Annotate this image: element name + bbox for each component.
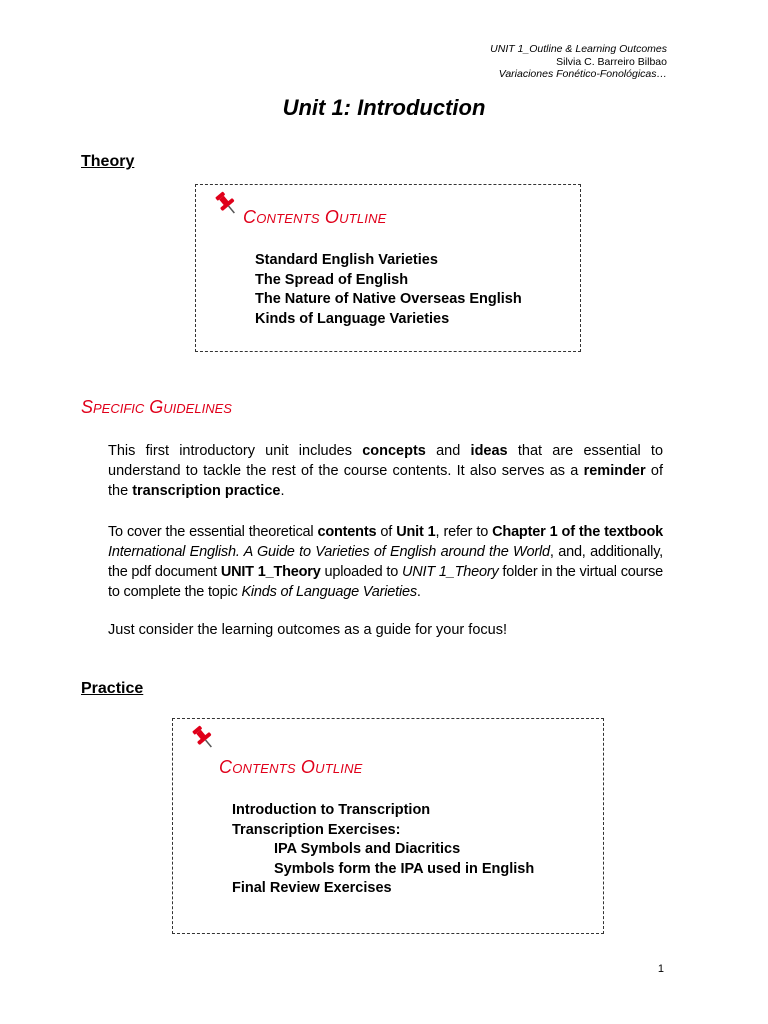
text-run: To cover the essential theoretical [108, 524, 318, 540]
page-number: 1 [657, 963, 664, 975]
text-run: ideas [470, 443, 508, 459]
list-item: Introduction to Transcription [232, 802, 431, 818]
list-item: Kinds of Language Varieties [255, 310, 450, 327]
theory-contents-box [195, 184, 581, 352]
text-run: , refer to [435, 524, 493, 540]
header-course: Variaciones Fonético-Fonológicas… [498, 68, 667, 80]
pushpin-icon [189, 723, 217, 751]
practice-contents-list [232, 801, 534, 899]
text-run: , and, additionally, the pdf document [108, 544, 664, 580]
text-run: Unit 1 [396, 524, 436, 540]
text-run: of the [108, 463, 663, 499]
running-header [490, 43, 667, 81]
header-unit: UNIT 1_Outline & Learning Outcomes [490, 43, 667, 55]
guidelines-title: Specific Guidelines [81, 397, 232, 417]
guidelines-paragraph-2 [108, 522, 663, 602]
text-run: that are essential to understand to tackle the rest of the course contents. It also serves as a [108, 443, 664, 479]
guidelines-paragraph-1 [108, 441, 663, 501]
text-run: folder in the virtual course to complete the topic [108, 564, 664, 600]
practice-contents-box [172, 718, 604, 934]
practice-box-title: Contents Outline [219, 757, 363, 777]
practice-heading: Practice [81, 680, 144, 697]
list-subitem: Symbols form the IPA used in English [274, 860, 535, 877]
guidelines-paragraph-3: Just consider the learning outcomes as a guide for your focus! [108, 622, 507, 638]
theory-box-title: Contents Outline [243, 207, 387, 227]
text-run: UNIT 1_Theory [220, 564, 321, 580]
list-item: The Spread of English [255, 271, 409, 288]
text-run: This first introductory unit includes [108, 443, 363, 459]
text-run: . [416, 584, 421, 600]
list-item: Final Review Exercises [232, 880, 392, 897]
theory-heading: Theory [81, 153, 135, 170]
text-run: concepts [362, 443, 426, 459]
list-subitem: IPA Symbols and Diacritics [274, 841, 461, 858]
list-item: Transcription Exercises: [232, 821, 401, 838]
text-run: reminder [583, 463, 646, 479]
text-run: . [280, 483, 285, 499]
text-run: contents [317, 524, 377, 540]
list-item: Standard English Varieties [255, 252, 438, 268]
text-run: transcription practice [132, 483, 281, 499]
header-author: Silvia C. Barreiro Bilbao [556, 55, 667, 68]
page-title: Unit 1: Introduction [282, 95, 486, 120]
text-run: uploaded to [320, 564, 402, 580]
text-run: International English. A Guide to Varieties of English around the World [108, 544, 550, 560]
text-run: of [376, 524, 397, 540]
text-run: and [425, 443, 471, 459]
text-run: Chapter 1 of the textbook [492, 524, 663, 540]
list-item: The Nature of Native Overseas English [255, 291, 522, 308]
text-run: UNIT 1_Theory [401, 564, 499, 580]
text-run: Kinds of Language Varieties [241, 584, 417, 600]
theory-contents-list [255, 251, 522, 329]
pushpin-icon [212, 189, 240, 217]
